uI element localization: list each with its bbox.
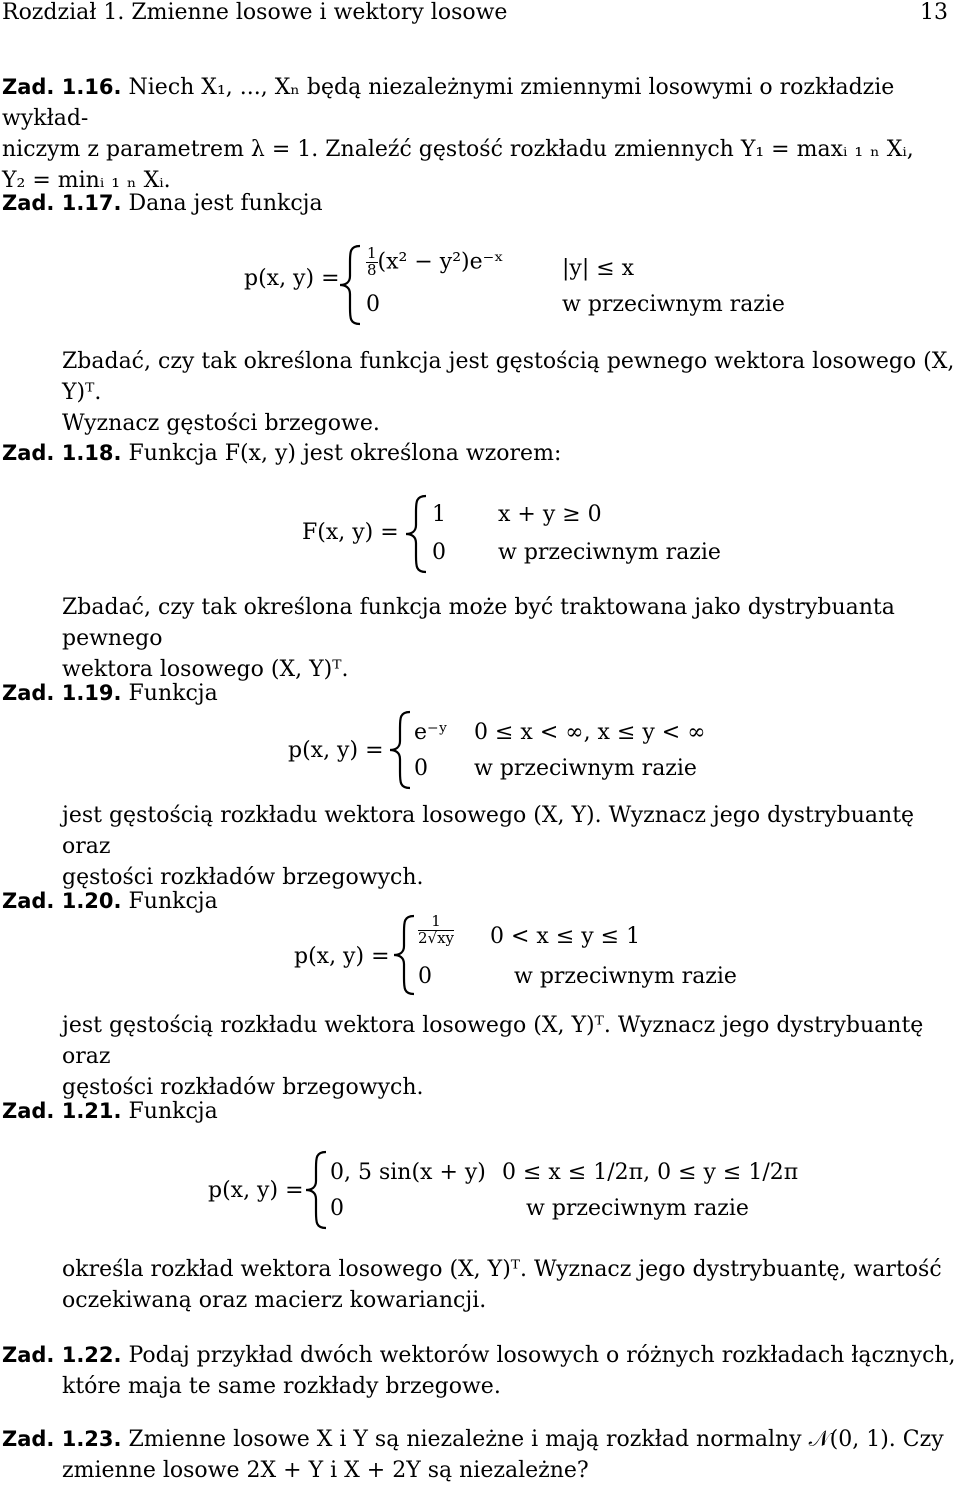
case-2-condition: w przeciwnym razie: [514, 964, 737, 989]
problem-label: Zad. 1.19.: [2, 681, 122, 705]
formula-lhs: p(x, y) =: [244, 266, 340, 291]
formula-1-20: [0, 910, 960, 1000]
problem-1-18-intro: [2, 438, 958, 469]
problem-1-21-text: [62, 1254, 958, 1316]
left-brace-icon: [304, 1150, 328, 1230]
problem-text-line: oczekiwaną oraz macierz kowariancji.: [62, 1288, 487, 1313]
case-2-condition: w przeciwnym razie: [526, 1196, 749, 1221]
problem-label: Zad. 1.23.: [2, 1427, 122, 1451]
problem-text-line: zmienne losowe 2X + Y i X + 2Y są niezależne?: [62, 1458, 589, 1483]
page-number: 13: [920, 0, 948, 25]
problem-1-23: [2, 1424, 958, 1455]
problem-label: Zad. 1.21.: [2, 1099, 122, 1123]
problem-1-22: [2, 1340, 958, 1371]
case-1-condition: 0 ≤ x ≤ 1/2π, 0 ≤ y ≤ 1/2π: [502, 1160, 799, 1185]
case-2-expression: 0: [330, 1196, 344, 1221]
problem-label: Zad. 1.16.: [2, 75, 122, 99]
formula-1-19: [0, 704, 960, 794]
case-1-expression: e⁻ʸ: [414, 720, 448, 745]
problem-text-line: niczym z parametrem λ = 1. Znaleźć gęstość rozkładu zmiennych Y₁ = maxᵢ ₁ ₙ Xᵢ,: [2, 137, 914, 162]
problem-text-line: jest gęstością rozkładu wektora losowego (X, Y)ᵀ. Wyznacz jego dystrybuantę oraz: [62, 1013, 924, 1069]
formula-1-17: [0, 240, 960, 330]
problem-1-22-cont: [62, 1371, 958, 1402]
case-1-condition: 0 ≤ x < ∞, x ≤ y < ∞: [474, 720, 706, 745]
problem-intro: Funkcja: [128, 681, 218, 706]
problem-intro: Funkcja F(x, y) jest określona wzorem:: [128, 441, 562, 466]
case-2-condition: w przeciwnym razie: [562, 292, 785, 317]
case-1-condition: x + y ≥ 0: [498, 502, 602, 527]
problem-text-line: Y₂ = minᵢ ₁ ₙ Xᵢ.: [2, 168, 171, 193]
left-brace-icon: [338, 244, 362, 326]
problem-label: Zad. 1.22.: [2, 1343, 122, 1367]
problem-text-line: Zmienne losowe X i Y są niezależne i mają rozkład normalny 𝒩(0, 1). Czy: [128, 1427, 944, 1452]
problem-text-line: Niech X₁, ..., Xₙ będą niezależnymi zmiennymi losowymi o rozkładzie wykład-: [2, 75, 895, 131]
formula-1-21: [0, 1144, 960, 1234]
problem-intro: Funkcja: [128, 889, 218, 914]
left-brace-icon: [404, 494, 428, 574]
problem-label: Zad. 1.17.: [2, 191, 122, 215]
problem-label: Zad. 1.18.: [2, 441, 122, 465]
problem-1-18-text: [62, 592, 958, 685]
problem-text-line: określa rozkład wektora losowego (X, Y)ᵀ. Wyznacz jego dystrybuantę, wartość: [62, 1257, 942, 1282]
problem-1-19-text: [62, 800, 958, 893]
formula-lhs: F(x, y) =: [302, 520, 399, 545]
problem-1-21-intro: [2, 1096, 958, 1127]
formula-lhs: p(x, y) =: [288, 738, 384, 763]
problem-intro: Dana jest funkcja: [128, 191, 323, 216]
case-1-condition: 0 < x ≤ y ≤ 1: [490, 924, 641, 949]
problem-text-line: jest gęstością rozkładu wektora losowego (X, Y). Wyznacz jego dystrybuantę oraz: [62, 803, 915, 859]
problem-1-17-intro: [2, 188, 958, 219]
problem-intro: Funkcja: [128, 1099, 218, 1124]
case-1-expression: 1: [432, 502, 446, 527]
case-1-expression: [418, 914, 454, 947]
fraction: $\frac{1}{8}$: [367, 244, 377, 279]
problem-text-line: które maja te same rozkłady brzegowe.: [62, 1374, 501, 1399]
left-brace-icon: [392, 914, 416, 996]
problem-text-line: wektora losowego (X, Y)ᵀ.: [62, 657, 349, 682]
problem-1-17-text: [62, 346, 958, 439]
case-2-condition: w przeciwnym razie: [474, 756, 697, 781]
case-1-expression: 0, 5 sin(x + y): [330, 1160, 486, 1185]
problem-1-23-cont: [62, 1455, 958, 1486]
case-2-expression: 0: [418, 964, 432, 989]
case-2-expression: 0: [366, 292, 380, 317]
case-2-expression: 0: [414, 756, 428, 781]
problem-text-line: gęstości rozkładów brzegowych.: [62, 1075, 424, 1100]
problem-1-20-text: [62, 1010, 958, 1103]
formula-1-18: [0, 490, 960, 580]
case-1-condition: |y| ≤ x: [562, 256, 635, 281]
problem-text-line: gęstości rozkładów brzegowych.: [62, 865, 424, 890]
formula-lhs: p(x, y) =: [208, 1178, 304, 1203]
case-1-expression: $\frac{1}{8}$ (x² − y²)e⁻ˣ: [367, 244, 504, 279]
formula-lhs: p(x, y) =: [294, 944, 390, 969]
problem-1-16: [2, 72, 958, 196]
problem-text-line: Wyznacz gęstości brzegowe.: [62, 411, 380, 436]
fraction: $\frac{1}{2√xy}$: [418, 912, 455, 947]
problem-label: Zad. 1.20.: [2, 889, 122, 913]
problem-text-line: Zbadać, czy tak określona funkcja jest gęstością pewnego wektora losowego (X, Y)ᵀ.: [62, 349, 955, 405]
case-2-condition: w przeciwnym razie: [498, 540, 721, 565]
problem-text-line: Zbadać, czy tak określona funkcja może być traktowana jako dystrybuanta pewnego: [62, 595, 895, 651]
case-2-expression: 0: [432, 540, 446, 565]
chapter-header: Rozdział 1. Zmienne losowe i wektory losowe: [2, 0, 508, 25]
left-brace-icon: [388, 710, 412, 790]
problem-text-line: Podaj przykład dwóch wektorów losowych o różnych rozkładach łącznych,: [128, 1343, 956, 1368]
